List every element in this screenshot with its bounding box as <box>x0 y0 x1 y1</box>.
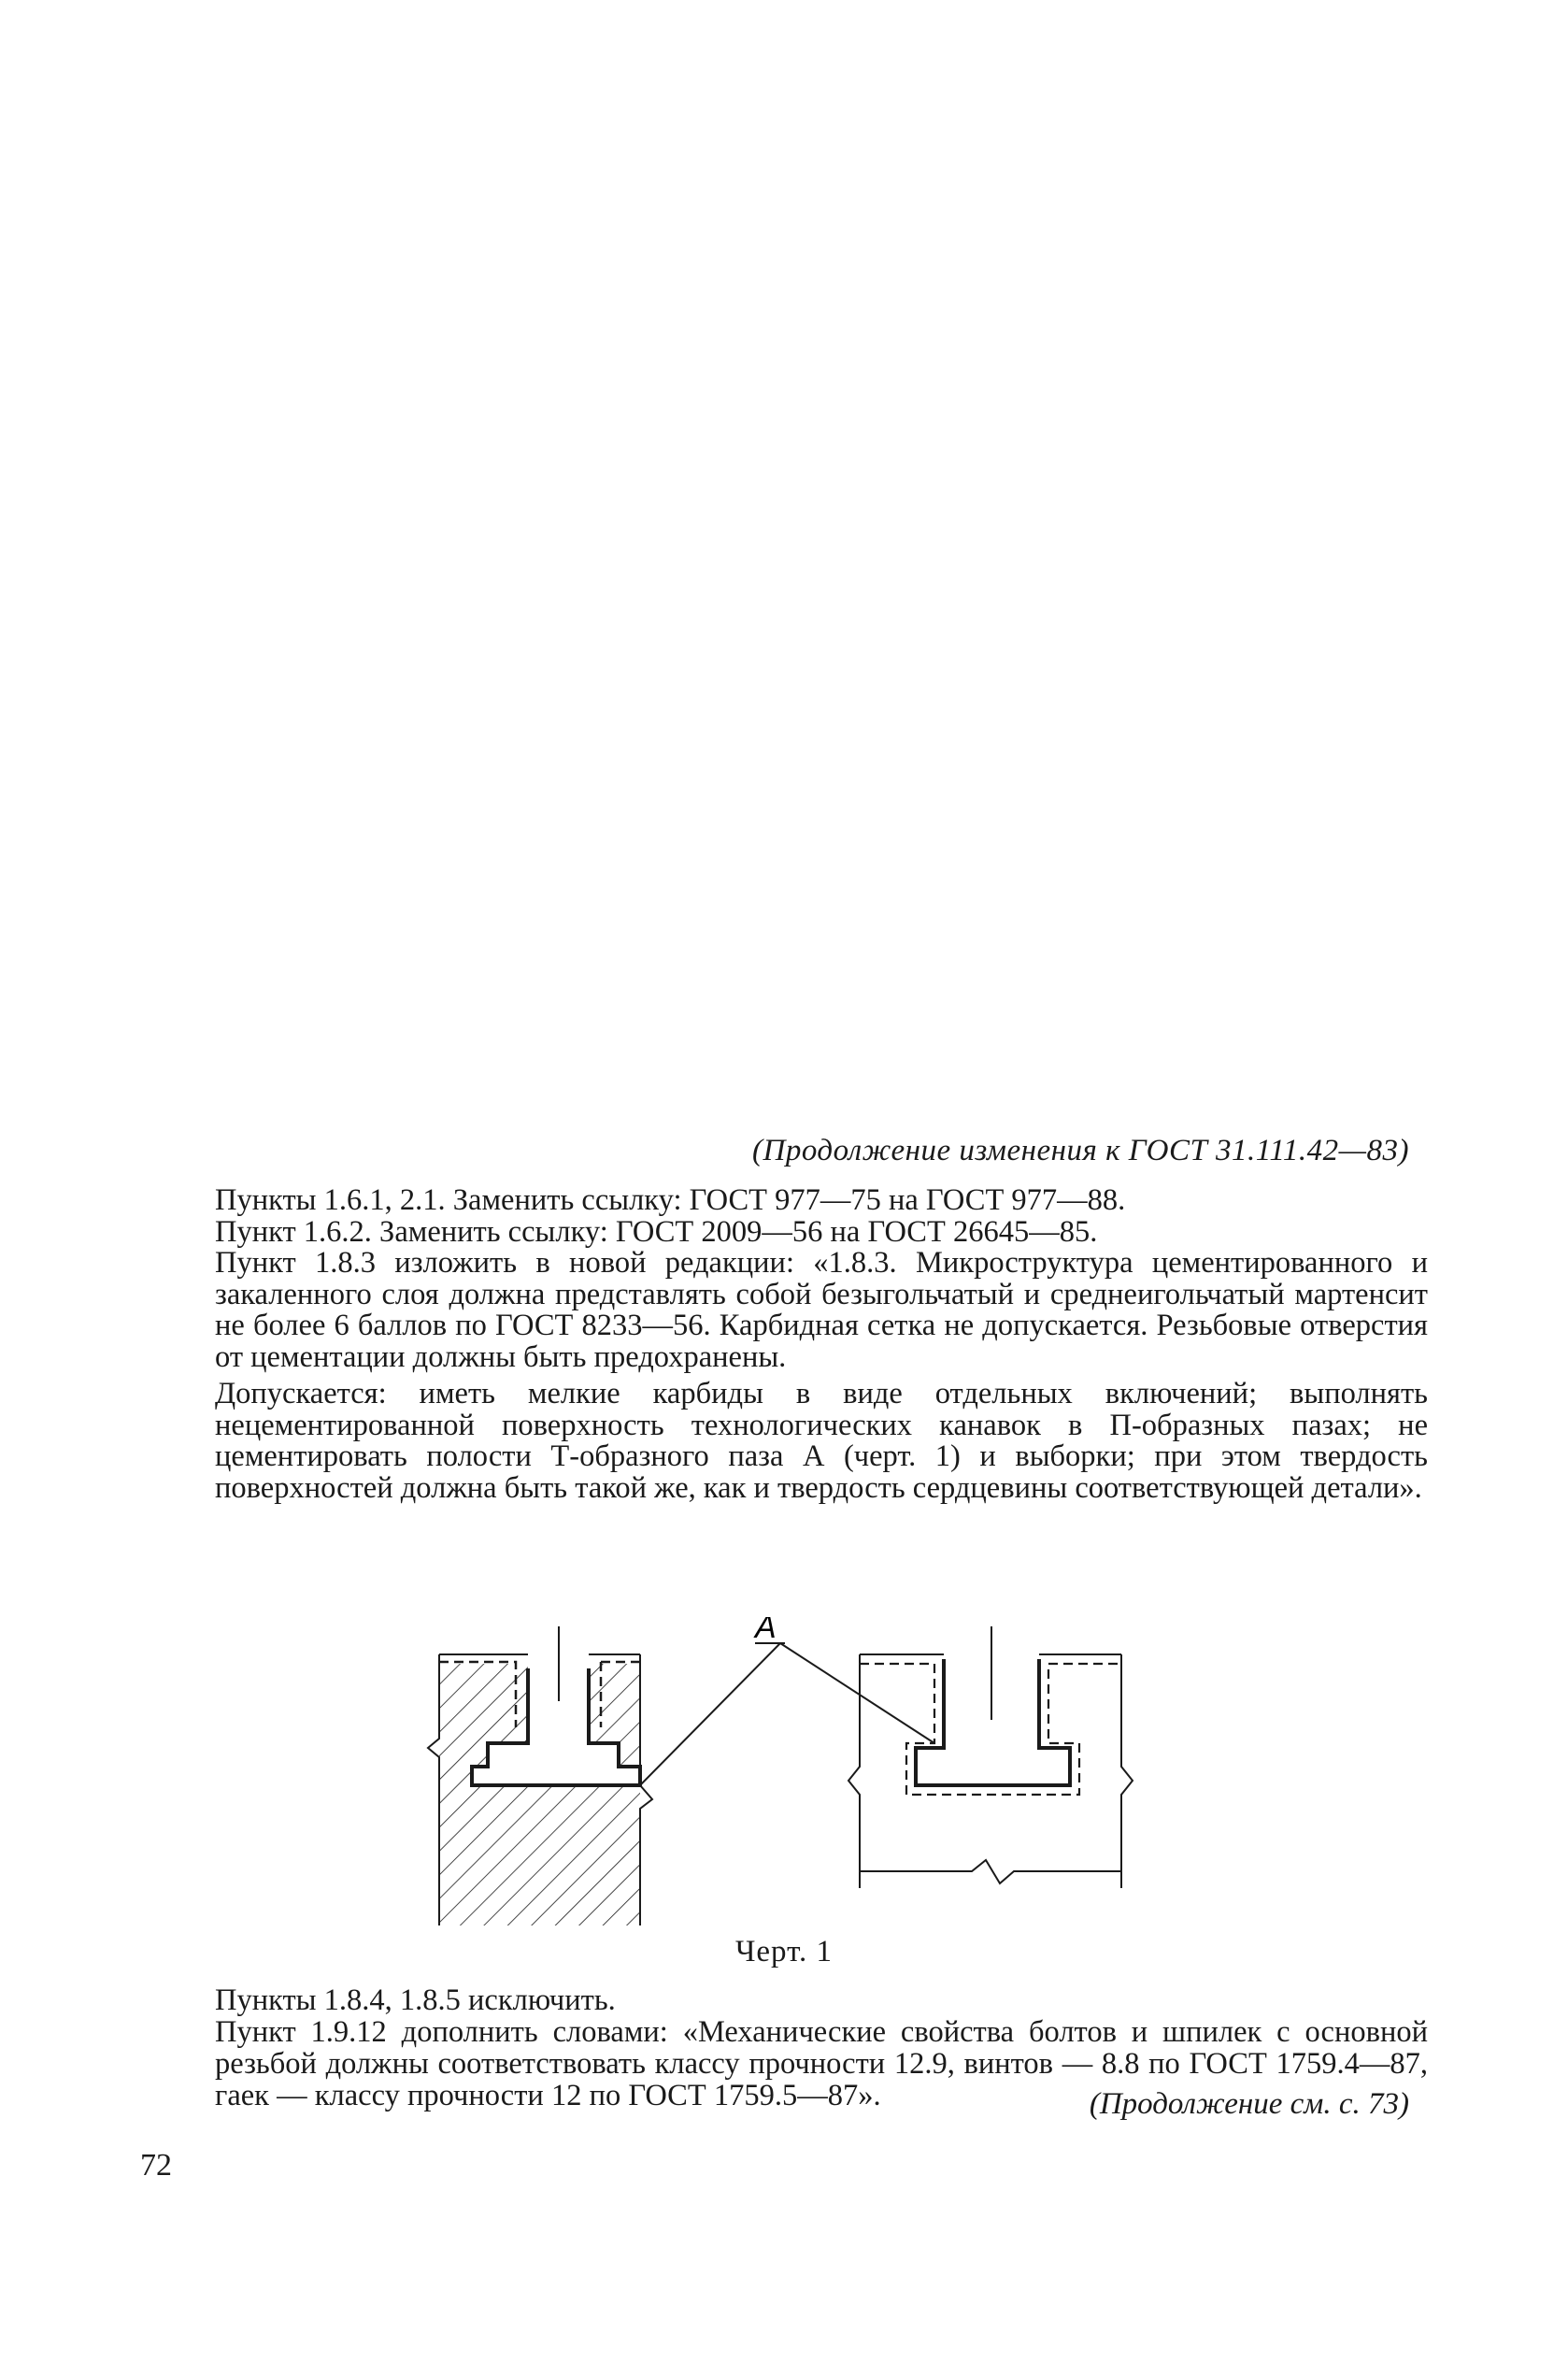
paragraph-1: Пункты 1.6.1, 2.1. Заменить ссылку: ГОСТ 977—75 на ГОСТ 977—88. <box>215 1183 1126 1217</box>
drawing-figure <box>411 1617 1159 1925</box>
figure-label-a: А <box>755 1617 777 1645</box>
paragraph-5: Пункты 1.8.4, 1.8.5 исключить. <box>215 1983 616 2017</box>
page-number: 72 <box>140 2148 172 2183</box>
paragraph-2: Пункт 1.6.2. Заменить ссылку: ГОСТ 2009—56 на ГОСТ 26645—85. <box>215 1214 1098 1249</box>
left-section-drawing <box>428 1626 652 1925</box>
continuation-footer: (Продолжение см. с. 73) <box>1089 2087 1409 2121</box>
continuation-header: (Продолжение изменения к ГОСТ 31.111.42—83) <box>752 1134 1409 1167</box>
figure-caption: Черт. 1 <box>734 1935 834 1968</box>
main-text <box>215 1185 1428 1504</box>
paragraph-4: Допускается: иметь мелкие карбиды в виде отдельных включений; выполнять нецементированной поверхность технологических канавок в П-образных пазах; не цементировать полости Т-образного паза А (черт. 1) и выборки; при этом твердость поверхностей должна быть такой же, как и твердость сердцевины соответствующей детали». <box>215 1377 1428 1505</box>
right-section-drawing <box>848 1626 1133 1888</box>
paragraph-3: Пункт 1.8.3 изложить в новой редакции: «1.8.3. Микроструктура цементированного и закаленного слоя должна представлять собой безыгольчатый и среднеигольчатый мартенсит не более 6 баллов по ГОСТ 8233—56. Карбидная сетка не допускается. Резьбовые отверстия от цементации должны быть предохранены. <box>215 1246 1428 1374</box>
paragraph-6: Пункт 1.9.12 дополнить словами: «Механические свойства болтов и шпилек с основной резьбой должны соответствовать классу прочности 12.9, винтов — 8.8 по ГОСТ 1759.4—87, гаек — классу прочности 12 по ГОСТ 1759.5—87». <box>215 2015 1428 2112</box>
